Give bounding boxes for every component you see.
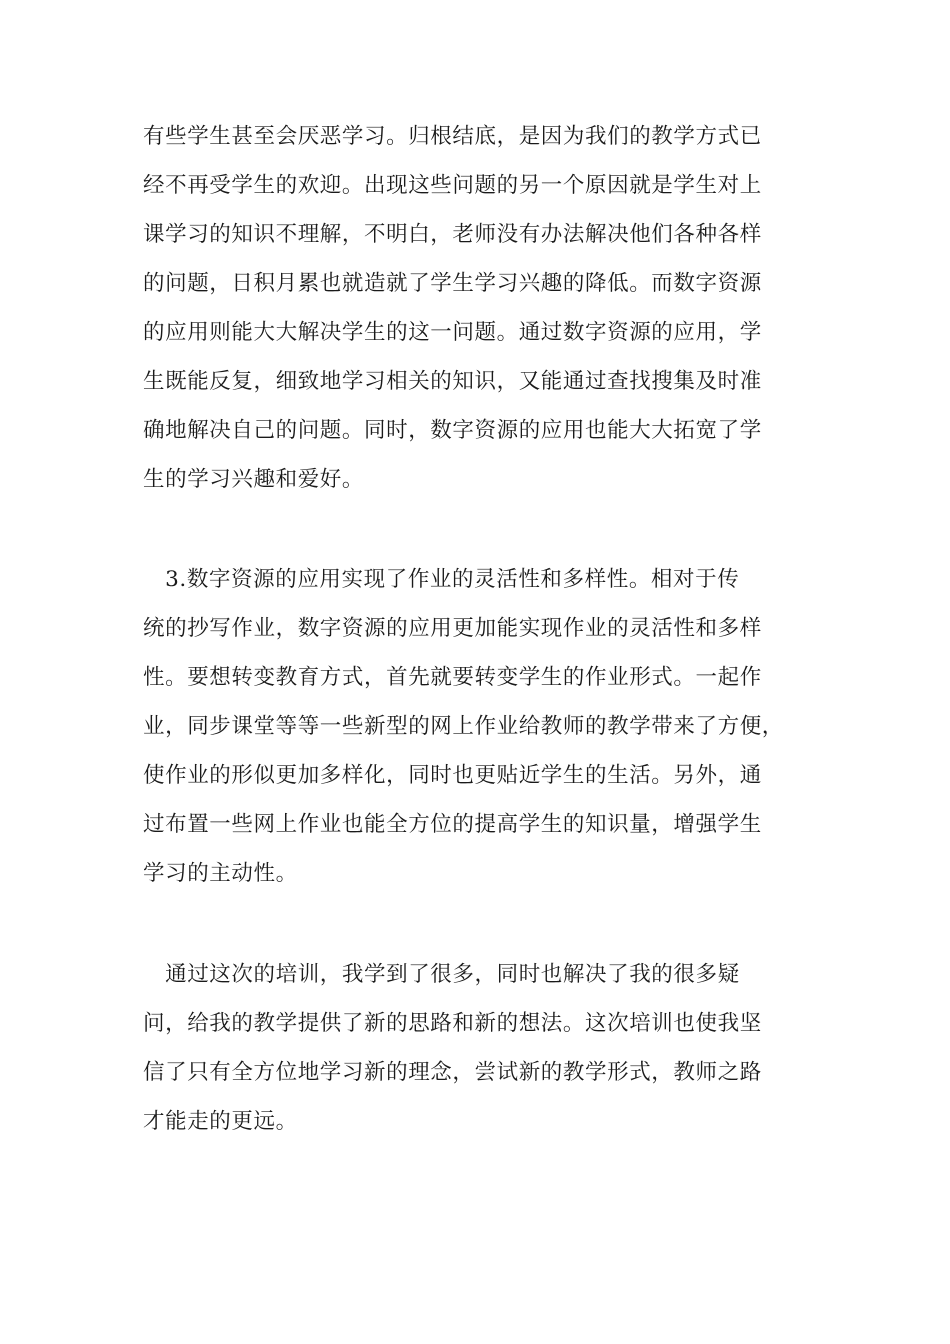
text-line: 信了只有全方位地学习新的理念，尝试新的教学形式，教师之路 xyxy=(143,1060,762,1085)
text-line: 经不再受学生的欢迎。出现这些问题的另一个原因就是学生对上 xyxy=(143,173,762,198)
text-line: 问，给我的教学提供了新的思路和新的想法。这次培训也使我坚 xyxy=(143,1011,762,1036)
text-line: 性。要想转变教育方式，首先就要转变学生的作业形式。一起作 xyxy=(143,665,762,690)
text-line: 通过这次的培训，我学到了很多，同时也解决了我的很多疑 xyxy=(143,962,740,987)
text-line: 才能走的更远。 xyxy=(143,1109,298,1134)
text-line: 确地解决自己的问题。同时，数字资源的应用也能大大拓宽了学 xyxy=(143,418,762,443)
text-line: 学习的主动性。 xyxy=(143,861,298,886)
text-line: 有些学生甚至会厌恶学习。归根结底，是因为我们的教学方式已 xyxy=(143,124,762,149)
text-line: 的应用则能大大解决学生的这一问题。通过数字资源的应用，学 xyxy=(143,320,762,345)
text-line: 统的抄写作业，数字资源的应用更加能实现作业的灵活性和多样 xyxy=(143,616,762,641)
text-line: 3.数字资源的应用实现了作业的灵活性和多样性。相对于传 xyxy=(143,567,740,592)
paragraph-homework xyxy=(143,555,808,898)
text-line: 过布置一些网上作业也能全方位的提高学生的知识量，增强学生 xyxy=(143,812,762,837)
text-line: 的问题，日积月累也就造就了学生学习兴趣的降低。而数字资源 xyxy=(143,271,762,296)
paragraph-interest xyxy=(143,112,808,504)
text-line: 课学习的知识不理解，不明白，老师没有办法解决他们各种各样 xyxy=(143,222,762,247)
paragraph-conclusion xyxy=(143,950,808,1146)
text-line: 生既能反复，细致地学习相关的知识，又能通过查找搜集及时准 xyxy=(143,369,762,394)
text-line: 生的学习兴趣和爱好。 xyxy=(143,467,365,492)
text-line: 业，同步课堂等等一些新型的网上作业给教师的教学带来了方便， xyxy=(143,714,784,739)
text-line: 使作业的形似更加多样化，同时也更贴近学生的生活。另外，通 xyxy=(143,763,762,788)
